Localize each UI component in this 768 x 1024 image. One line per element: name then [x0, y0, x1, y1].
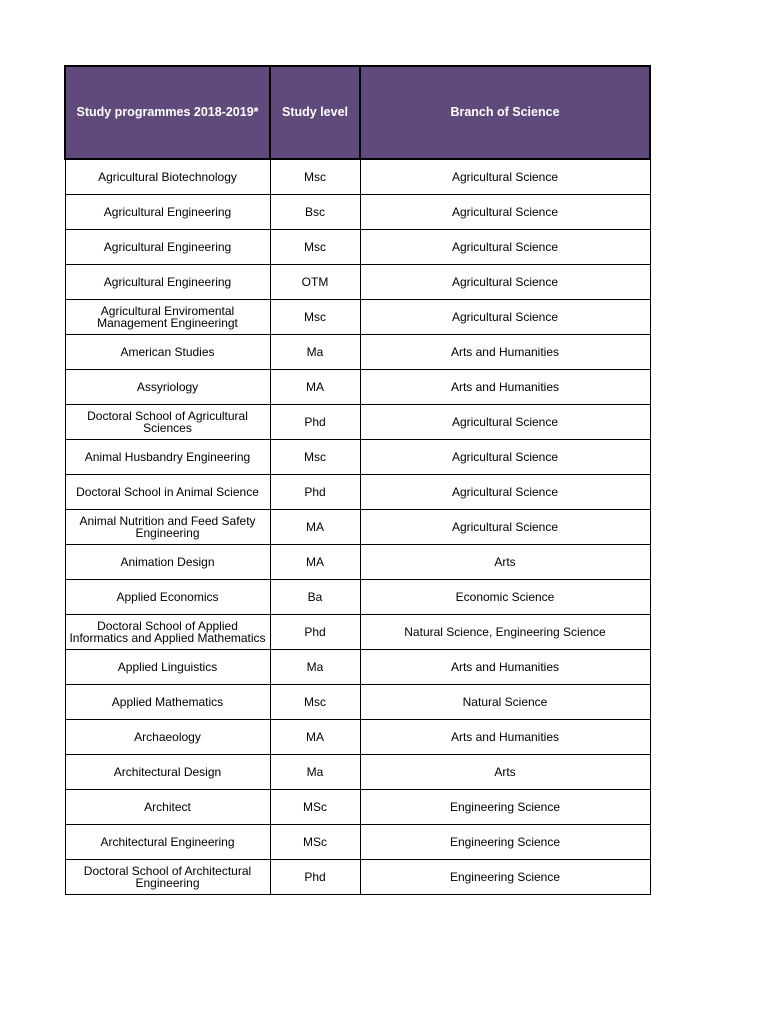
cell-study-level: Ma [270, 650, 360, 685]
cell-branch: Agricultural Science [360, 159, 650, 195]
table-row [65, 370, 650, 405]
cell-programme: Animal Nutrition and Feed Safety Engineering [65, 510, 270, 545]
table-row [65, 860, 650, 895]
cell-branch: Agricultural Science [360, 405, 650, 440]
cell-branch: Agricultural Science [360, 300, 650, 335]
table-body [65, 159, 650, 895]
cell-programme: Applied Linguistics [65, 650, 270, 685]
cell-branch: Agricultural Science [360, 510, 650, 545]
cell-study-level: Phd [270, 405, 360, 440]
cell-branch: Agricultural Science [360, 230, 650, 265]
cell-branch: Arts and Humanities [360, 650, 650, 685]
table-row [65, 335, 650, 370]
cell-study-level: MA [270, 370, 360, 405]
table-row [65, 790, 650, 825]
cell-branch: Economic Science [360, 580, 650, 615]
cell-study-level: Phd [270, 860, 360, 895]
table-row [65, 720, 650, 755]
cell-programme: Doctoral School of Architectural Engineering [65, 860, 270, 895]
cell-study-level: MA [270, 545, 360, 580]
cell-study-level: OTM [270, 265, 360, 300]
header-row [65, 66, 650, 159]
table-row [65, 650, 650, 685]
header-study-level: Study level [270, 66, 360, 159]
cell-programme: Architectural Design [65, 755, 270, 790]
table-row [65, 300, 650, 335]
cell-branch: Engineering Science [360, 790, 650, 825]
cell-programme: Agricultural Engineering [65, 230, 270, 265]
cell-programme: Doctoral School of Applied Informatics and Applied Mathematics [65, 615, 270, 650]
table-row [65, 475, 650, 510]
cell-programme: Doctoral School in Animal Science [65, 475, 270, 510]
table-row [65, 545, 650, 580]
table-row [65, 755, 650, 790]
table-row [65, 580, 650, 615]
cell-programme: Agricultural Enviromental Management Engineeringt [65, 300, 270, 335]
cell-study-level: Phd [270, 615, 360, 650]
header-branch-of-science: Branch of Science [360, 66, 650, 159]
cell-branch: Agricultural Science [360, 265, 650, 300]
cell-branch: Arts [360, 755, 650, 790]
cell-branch: Arts [360, 545, 650, 580]
cell-branch: Agricultural Science [360, 195, 650, 230]
table-row [65, 159, 650, 195]
cell-branch: Natural Science [360, 685, 650, 720]
cell-study-level: Ma [270, 335, 360, 370]
cell-programme: Assyriology [65, 370, 270, 405]
cell-study-level: Msc [270, 300, 360, 335]
cell-study-level: Ma [270, 755, 360, 790]
cell-branch: Natural Science, Engineering Science [360, 615, 650, 650]
cell-study-level: MSc [270, 790, 360, 825]
cell-programme: Animation Design [65, 545, 270, 580]
cell-study-level: MA [270, 720, 360, 755]
cell-study-level: Msc [270, 230, 360, 265]
cell-programme: Architect [65, 790, 270, 825]
table-header [65, 66, 650, 159]
table-row [65, 405, 650, 440]
cell-programme: Architectural Engineering [65, 825, 270, 860]
cell-programme: Agricultural Engineering [65, 195, 270, 230]
cell-branch: Arts and Humanities [360, 720, 650, 755]
cell-study-level: Msc [270, 440, 360, 475]
study-programmes-table [64, 65, 651, 895]
table-row [65, 825, 650, 860]
cell-study-level: Bsc [270, 195, 360, 230]
table-row [65, 230, 650, 265]
cell-programme: Animal Husbandry Engineering [65, 440, 270, 475]
cell-programme: Agricultural Engineering [65, 265, 270, 300]
table-row [65, 615, 650, 650]
table-row [65, 195, 650, 230]
cell-programme: Doctoral School of Agricultural Sciences [65, 405, 270, 440]
cell-study-level: Ba [270, 580, 360, 615]
cell-study-level: MA [270, 510, 360, 545]
cell-programme: Archaeology [65, 720, 270, 755]
cell-branch: Agricultural Science [360, 440, 650, 475]
cell-programme: Agricultural Biotechnology [65, 159, 270, 195]
header-programme: Study programmes 2018-2019* [65, 66, 270, 159]
cell-branch: Engineering Science [360, 860, 650, 895]
table-row [65, 440, 650, 475]
cell-branch: Agricultural Science [360, 475, 650, 510]
cell-programme: Applied Economics [65, 580, 270, 615]
cell-branch: Arts and Humanities [360, 335, 650, 370]
cell-study-level: Msc [270, 159, 360, 195]
cell-programme: Applied Mathematics [65, 685, 270, 720]
table-row [65, 685, 650, 720]
cell-programme: American Studies [65, 335, 270, 370]
table-row [65, 510, 650, 545]
cell-study-level: MSc [270, 825, 360, 860]
cell-branch: Engineering Science [360, 825, 650, 860]
cell-study-level: Msc [270, 685, 360, 720]
table-row [65, 265, 650, 300]
cell-branch: Arts and Humanities [360, 370, 650, 405]
cell-study-level: Phd [270, 475, 360, 510]
